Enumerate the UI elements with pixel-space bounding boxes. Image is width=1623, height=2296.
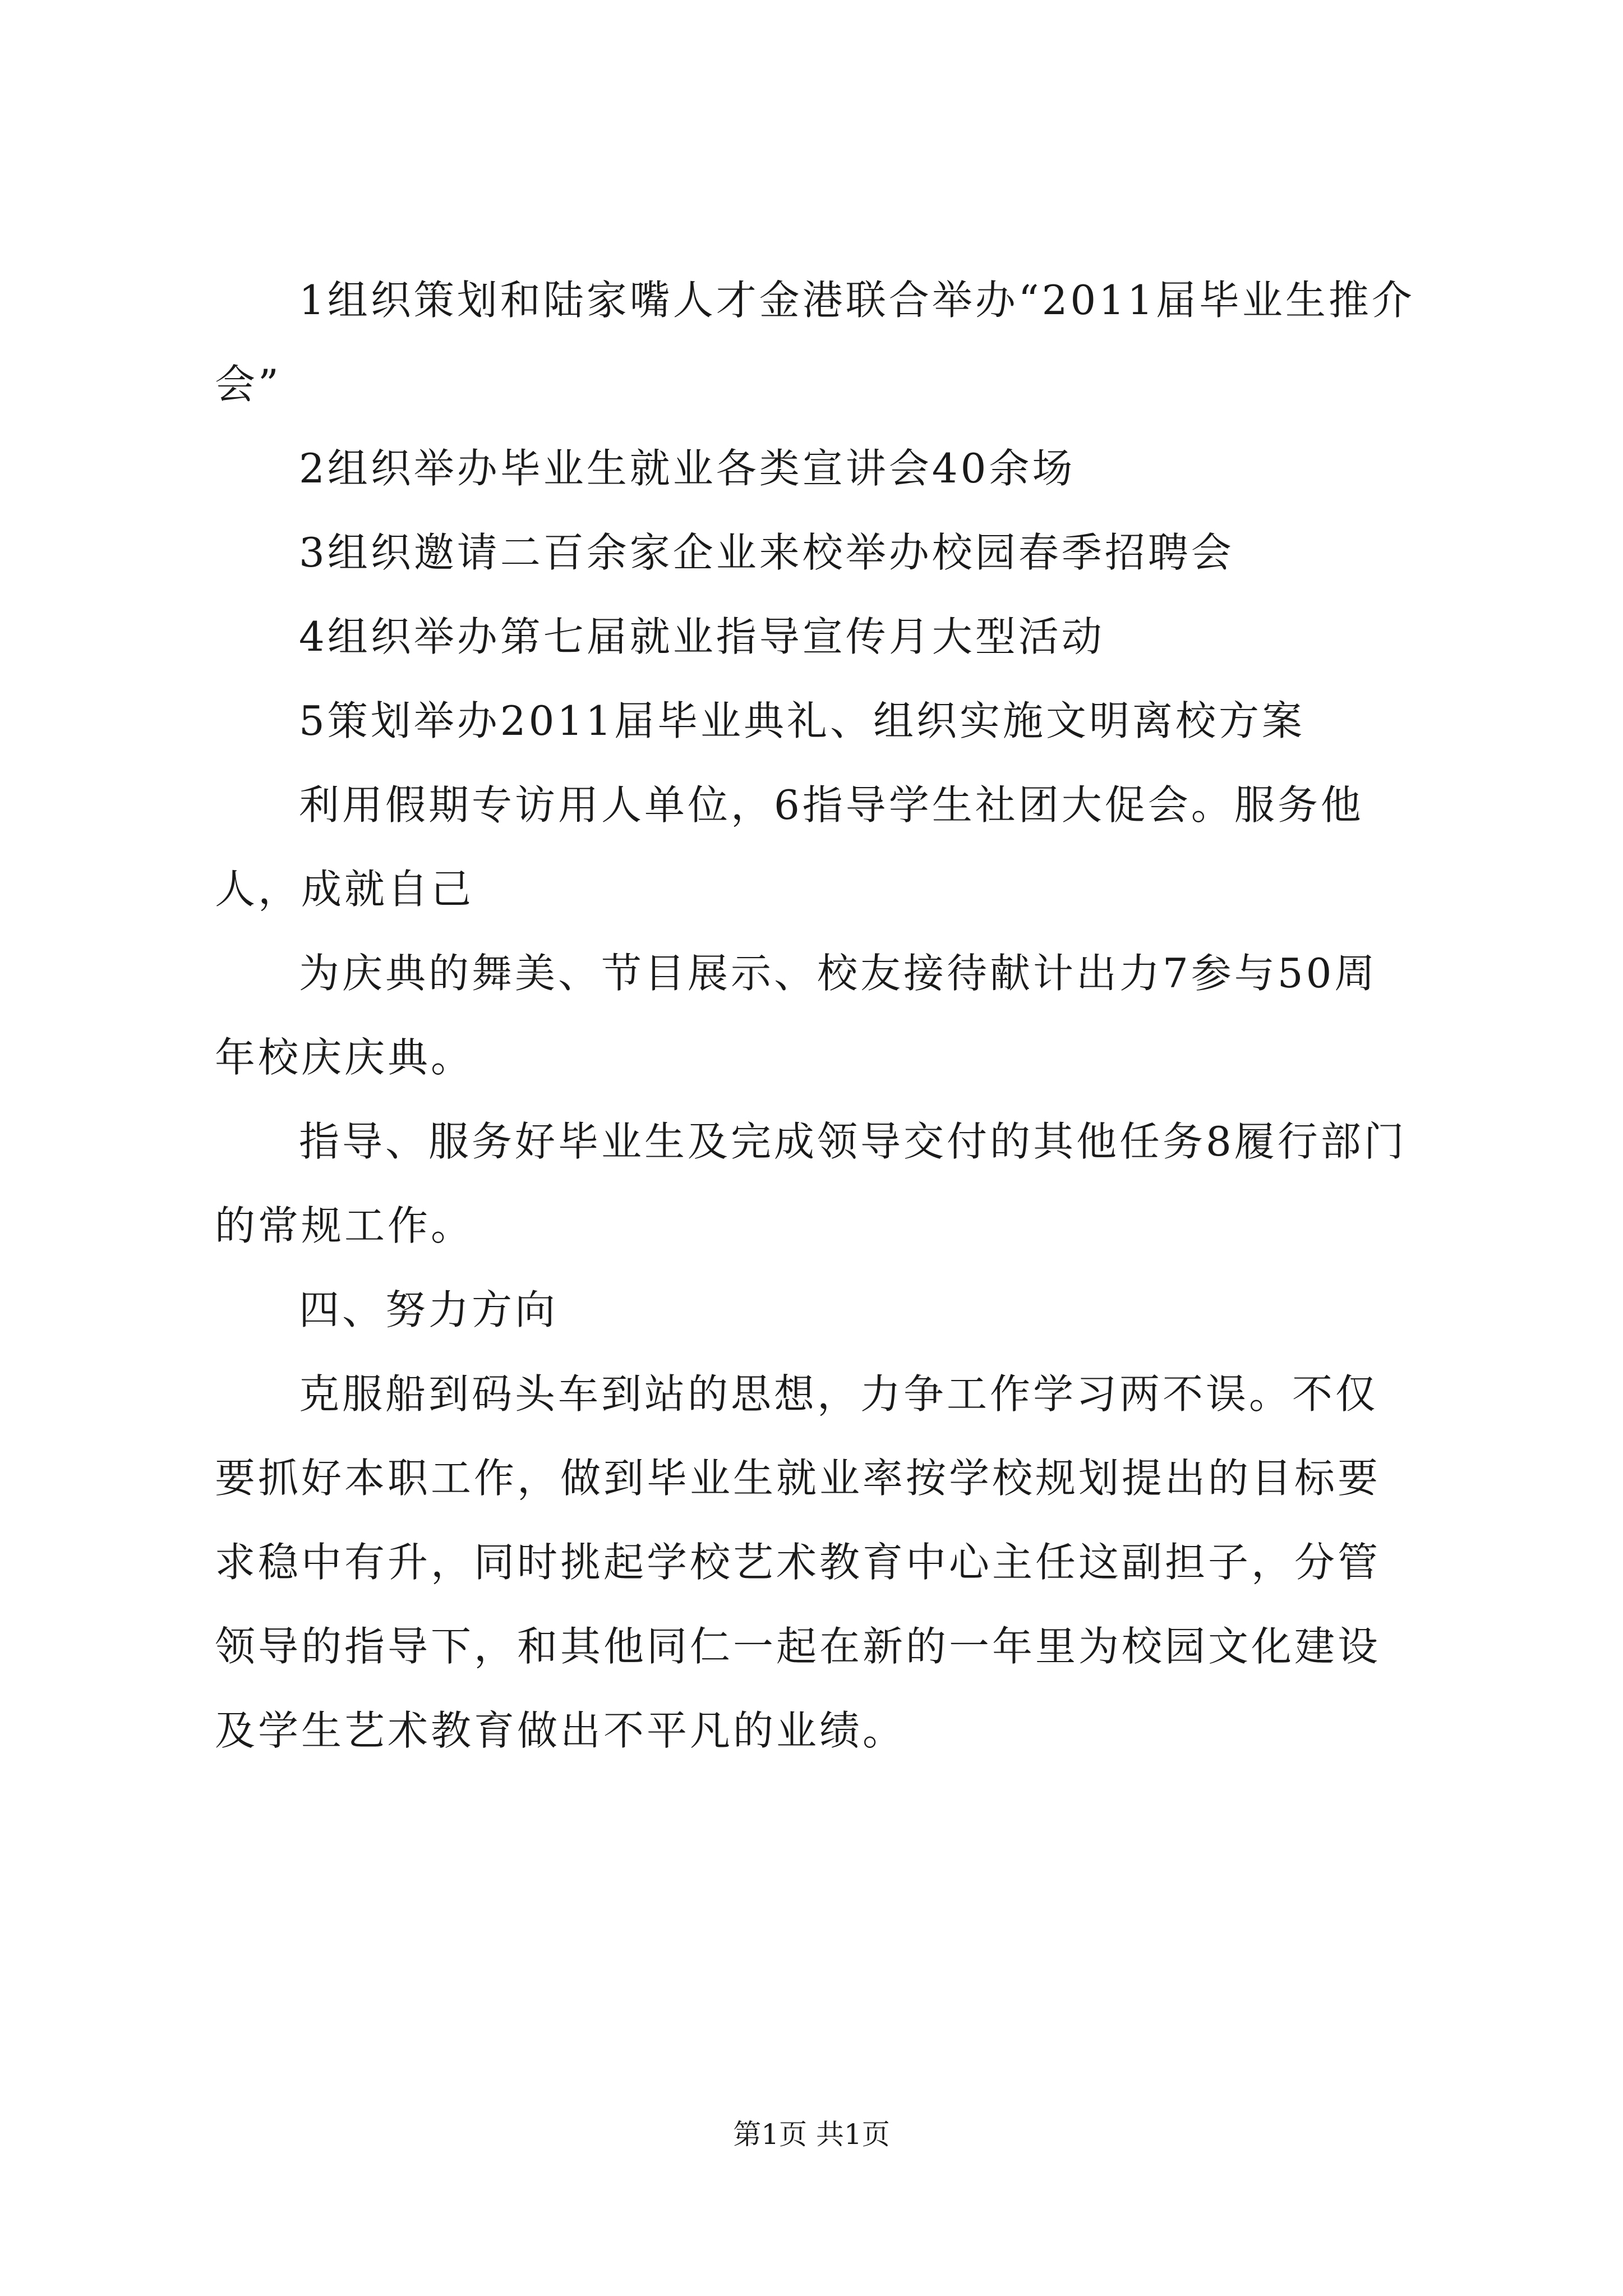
paragraph-closing: 克服船到码头车到站的思想，力争工作学习两不误。不仅要抓好本职工作，做到毕业生就业率按学校规划提出的目标要求稳中有升，同时挑起学校艺术教育中心主任这副担子，分管领导的指导下，和其他同仁一起在新的一年里为校园文化建设及学生艺术教育做出不平凡的业绩。 [215,1370,1381,1754]
paragraph-item-1: 1组织策划和陆家嘴人才金港联合举办“2011届毕业生推介会” [215,277,1415,408]
paragraph-item-8: 指导、服务好毕业生及完成领导交付的其他任务8履行部门的常规工作。 [215,1118,1407,1249]
page-footer: 第1页 共1页 [733,2118,890,2151]
paragraph-item-3: 3组织邀请二百余家企业来校举办校园春季招聘会 [299,529,1234,576]
paragraph-item-5: 5策划举办2011届毕业典礼、组织实施文明离校方案 [299,697,1306,744]
document-body [215,258,1421,1773]
paragraph-item-4: 4组织举办第七届就业指导宣传月大型活动 [299,613,1105,660]
paragraph-item-2: 2组织举办毕业生就业各类宣讲会40余场 [299,445,1076,492]
paragraph-item-7: 为庆典的舞美、节目展示、校友接待献计出力7参与50周年校庆庆典。 [215,950,1378,1081]
section-heading: 四、努力方向 [299,1286,559,1333]
paragraph-item-6: 利用假期专访用人单位，6指导学生社团大促会。服务他人，成就自己 [215,781,1364,913]
